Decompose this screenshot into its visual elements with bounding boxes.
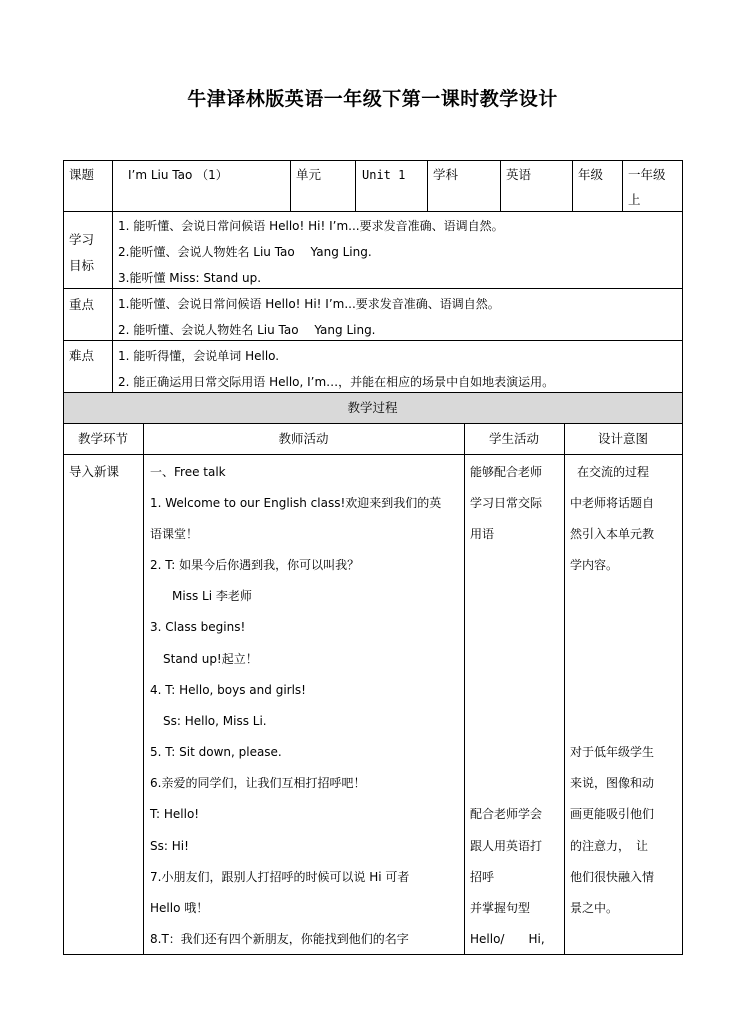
row-divider (63, 288, 683, 289)
teacher-line: 5. T: Sit down, please. (150, 745, 282, 759)
column-header-student: 学生活动 (488, 431, 539, 446)
teacher-line: Stand up!起立！ (163, 652, 258, 666)
unit-label: 单元 (296, 167, 322, 182)
intent-line: 的注意力， 让 (570, 839, 649, 853)
column-divider (143, 423, 144, 954)
table-border (63, 160, 64, 955)
key-point-item: 1.能听懂、会说日常问候语 Hello! Hi! I’m...要求发音准确、语调自然。 (118, 297, 500, 311)
column-divider (622, 160, 623, 211)
teacher-line: 6.亲爱的同学们，让我们互相打招呼吧！ (150, 776, 366, 790)
row-divider (63, 423, 683, 424)
intent-line: 中老师将话题自 (570, 496, 655, 510)
key-point-item: 2. 能听懂、会说人物姓名 Liu Tao Yang Ling. (118, 323, 376, 337)
column-divider (564, 423, 565, 954)
intent-line: 来说，图像和动 (570, 776, 655, 790)
intent-line: 学内容。 (570, 558, 619, 572)
subject-label: 学科 (433, 167, 459, 182)
student-line: 招呼 (470, 870, 495, 884)
teacher-line: 7.小朋友们，跟别人打招呼的时候可以说 Hi 可者 (150, 870, 410, 884)
teacher-line: Hello 哦！ (150, 901, 209, 915)
objective-item: 2.能听懂、会说人物姓名 Liu Tao Yang Ling. (118, 245, 372, 259)
table-border (63, 954, 683, 955)
column-divider (464, 423, 465, 954)
student-line: Hello/ Hi, (470, 932, 545, 946)
teacher-line: 1. Welcome to our English class!欢迎来到我们的英 (150, 496, 442, 510)
objective-item: 3.能听懂 Miss: Stand up. (118, 271, 262, 285)
table-border (63, 160, 683, 161)
intent-line: 景之中。 (570, 901, 619, 915)
table-border (682, 160, 683, 955)
column-divider (500, 160, 501, 211)
intent-line: 然引入本单元教 (570, 527, 655, 541)
column-divider (572, 160, 573, 211)
grade-label: 年级 (578, 167, 604, 182)
teacher-line: 一、Free talk (150, 465, 226, 479)
intent-line: 对于低年级学生 (570, 745, 655, 759)
lesson-label: 课题 (69, 167, 95, 182)
column-divider (355, 160, 356, 211)
difficulties-label: 难点 (69, 348, 95, 363)
difficulty-item: 2. 能正确运用日常交际用语 Hello, I’m…，并能在相应的场景中自如地表演运用。 (118, 375, 555, 389)
teacher-line: Ss: Hi! (150, 839, 189, 853)
key-points-label: 重点 (69, 297, 95, 312)
student-line: 学习日常交际 (470, 496, 543, 510)
teacher-line: Ss: Hello, Miss Li. (163, 714, 267, 728)
row-divider (63, 211, 683, 212)
student-line: 并掌握句型 (470, 901, 531, 915)
column-divider (112, 160, 113, 393)
objective-item: 1. 能听懂、会说日常问候语 Hello! Hi! I’m...要求发音准确、语调自然。 (118, 219, 504, 233)
row-divider (63, 454, 683, 455)
objectives-label: 学习 (69, 232, 95, 247)
unit-value: Unit 1 (362, 168, 406, 182)
row-divider (63, 392, 683, 393)
teacher-line: Miss Li 李老师 (172, 589, 252, 603)
grade-value-cont: 上 (628, 192, 641, 207)
teacher-line: 3. Class begins! (150, 620, 246, 634)
objectives-label-cont: 目标 (69, 258, 95, 273)
lesson-value: I’m Liu Tao （1） (128, 168, 228, 182)
row-divider (63, 340, 683, 341)
teacher-line: T: Hello! (150, 807, 200, 821)
student-line: 能够配合老师 (470, 465, 543, 479)
column-header-intent: 设计意图 (597, 431, 648, 446)
process-heading: 教学过程 (347, 400, 398, 415)
grade-value: 一年级 (628, 167, 666, 182)
student-line: 跟人用英语打 (470, 839, 543, 853)
difficulty-item: 1. 能听得懂，会说单词 Hello. (118, 349, 280, 363)
intent-line: 画更能吸引他们 (570, 807, 655, 821)
column-header-stage: 教学环节 (77, 431, 128, 446)
intent-line: 他们很快融入情 (570, 870, 655, 884)
column-divider (290, 160, 291, 211)
column-header-teacher: 教师活动 (278, 431, 329, 446)
teacher-line: 2. T: 如果今后你遇到我，你可以叫我？ (150, 558, 360, 572)
subject-value: 英语 (506, 167, 532, 182)
teacher-line: 语课堂！ (150, 527, 199, 541)
student-line: 配合老师学会 (470, 807, 543, 821)
teacher-line: 4. T: Hello, boys and girls! (150, 683, 306, 697)
teacher-line: 8.T：我们还有四个新朋友，你能找到他们的名字 (150, 932, 409, 946)
column-divider (427, 160, 428, 211)
intent-line: 在交流的过程 (577, 465, 650, 479)
stage-label: 导入新课 (69, 464, 120, 479)
student-line: 用语 (470, 527, 495, 541)
document-title: 牛津译林版英语一年级下第一课时教学设计 (187, 88, 558, 110)
